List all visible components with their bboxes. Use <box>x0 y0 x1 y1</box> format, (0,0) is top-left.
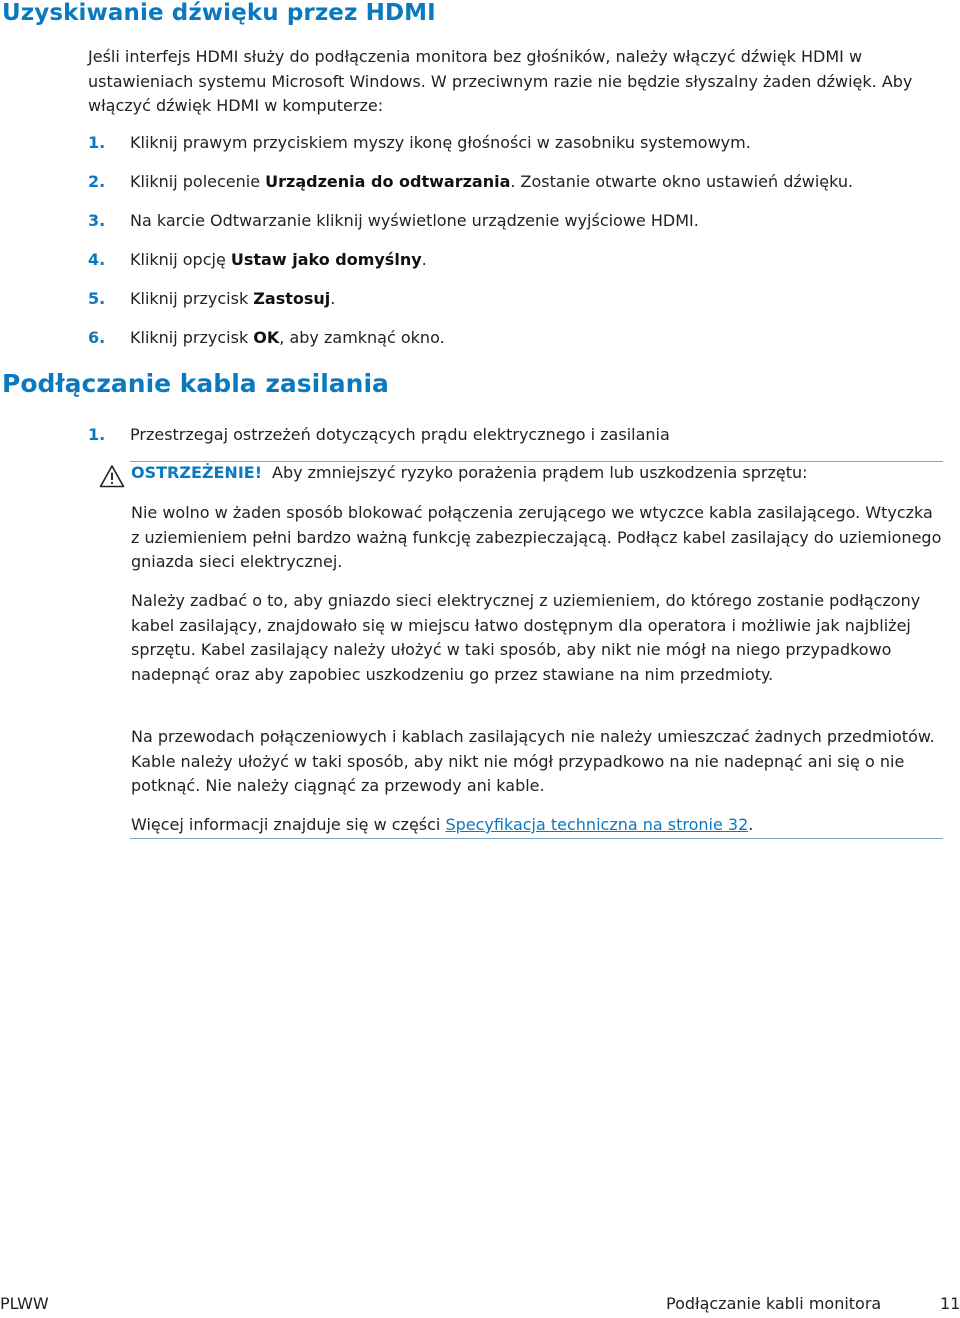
step-text: Przestrzegaj ostrzeżeń dotyczących prądu elektrycznego i zasilania <box>130 425 670 444</box>
page-number: 11 <box>940 1294 960 1313</box>
section-title-power: Podłączanie kabla zasilania <box>2 369 389 398</box>
footer-chapter-title: Podłączanie kabli monitora <box>666 1294 882 1313</box>
ui-term: Ustaw jako domyślny <box>230 250 422 269</box>
section-title-hdmi: Uzyskiwanie dźwięku przez HDMI <box>2 0 436 26</box>
ui-term: OK <box>253 328 280 347</box>
step-number: 3. <box>88 211 106 230</box>
ui-term: Zastosuj <box>253 289 331 308</box>
ui-term: Urządzenia do odtwarzania <box>265 172 511 191</box>
warning-header <box>131 463 808 482</box>
step-number: 1. <box>88 133 106 152</box>
intro-paragraph: Jeśli interfejs HDMI służy do podłączenia monitora bez głośników, należy włączyć dźwięk HDMI w ustawieniach systemu Microsoft Windows. W przeciwnym razie nie będzie słyszalny żaden dźwięk. Aby włączyć dźwięk HDMI w komputerze: <box>88 47 913 115</box>
warning-paragraph-3: Na przewodach połączeniowych i kablach zasilających nie należy umieszczać żadnych przedmiotów. Kable należy ułożyć w taki sposób, aby nikt nie mógł przypadkowo na nie nadepnąć ani się o nie potknąć. Nie należy ciągnąć za przewody ani kable. <box>131 727 935 795</box>
more-info-paragraph: Więcej informacji znajduje się w części Specyfikacja techniczna na stronie 32. <box>131 815 754 834</box>
warning-paragraph-2: Należy zadbać o to, aby gniazdo sieci elektrycznej z uziemieniem, do którego zostanie podłączony kabel zasilający, znajdowało się w miejscu łatwo dostępnym dla operatora i możliwie jak najbliżej sprzętu. Kabel zasilający należy ułożyć w taki sposób, aby nikt nie mógł na niego przypadkowo nadepnąć oraz aby zapobiec uszkodzeniu go przez stawiane na nim przedmioty. <box>131 591 921 684</box>
warning-label: OSTRZEŻENIE! <box>131 463 262 482</box>
step-number: 4. <box>88 250 106 269</box>
warning-paragraph-1: Nie wolno w żaden sposób blokować połączenia zerującego we wtyczce kabla zasilającego. Wtyczka z uziemieniem pełni bardzo ważną funkcję zabezpieczającą. Podłącz kabel zasilający do uziemionego gniazda sieci elektrycznej. <box>131 503 942 571</box>
warning-bottom-divider <box>130 838 943 839</box>
footer-locale: PLWW <box>0 1294 49 1313</box>
warning-intro: Aby zmniejszyć ryzyko porażenia prądem lub uszkodzenia sprzętu: <box>272 463 808 482</box>
step-number: 1. <box>88 425 106 444</box>
warning-top-divider <box>130 461 943 462</box>
warning-triangle-icon <box>99 464 125 488</box>
spec-link[interactable]: Specyfikacja techniczna na stronie 32 <box>445 815 749 834</box>
step-number: 2. <box>88 172 106 191</box>
step-number: 5. <box>88 289 106 308</box>
step-number: 6. <box>88 328 106 347</box>
